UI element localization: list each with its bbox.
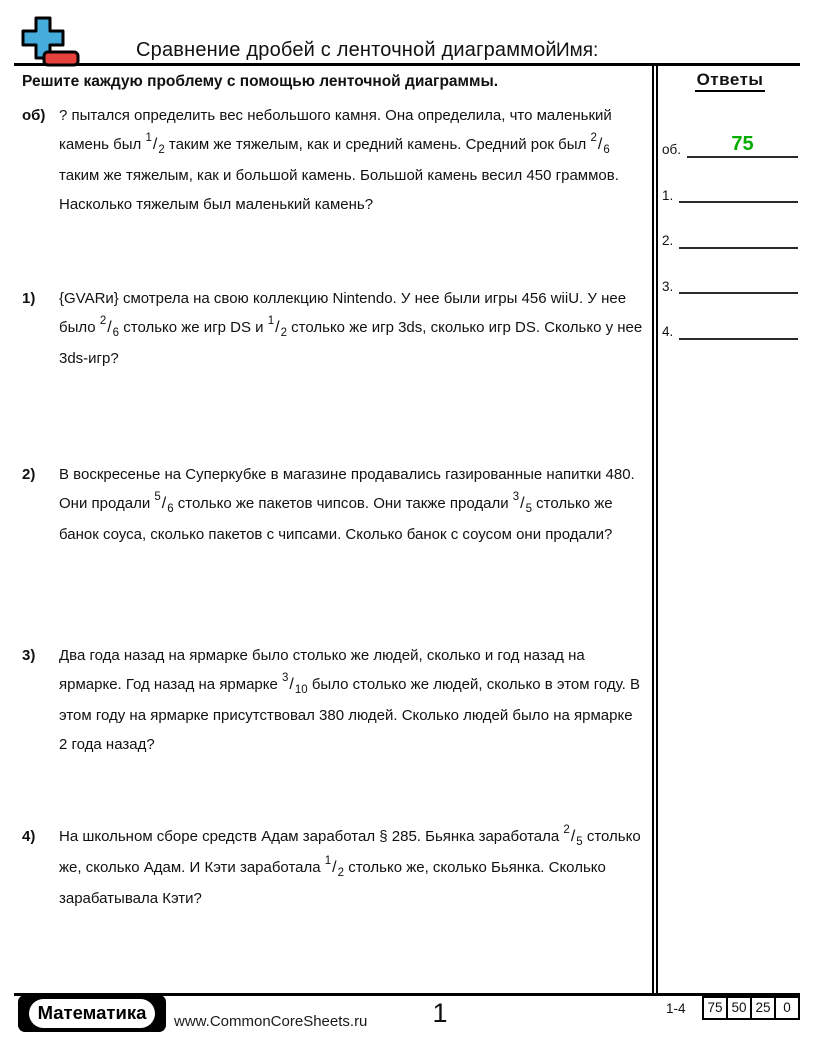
fraction-slash: / xyxy=(520,495,525,512)
answer-row xyxy=(662,294,798,340)
fraction-slash: / xyxy=(161,495,167,512)
fraction-denominator: 10 xyxy=(294,684,308,696)
problem-text: На школьном сборе средств Адам заработал § 285. Бьянка заработала $^2/_5$ столько же, сколько Адам. И Кэти заработала $^1/_2$ столько же, сколько Бьянка. Сколько зарабатывала Кэти? xyxy=(59,824,641,907)
fraction xyxy=(154,491,174,515)
problem-text: В воскресенье на Суперкубке в магазине продавались газированные напитки 480. Они продали $^5/_6$ столько же пакетов чипсов. Они также продали $^3/_5$ столько же банок соуса, сколько пакетов с чипсами. Сколько банок с соусом они продали? xyxy=(59,466,635,543)
fraction-denominator: 2 xyxy=(337,867,345,879)
answer-row xyxy=(662,203,798,249)
score-cell: 75 xyxy=(707,1000,723,1015)
answer-row xyxy=(662,112,798,158)
fraction xyxy=(512,491,533,515)
problem xyxy=(22,460,644,641)
fraction xyxy=(563,824,583,848)
problem-number: 3) xyxy=(22,647,36,664)
answers-panel xyxy=(662,70,798,340)
fraction-denominator: 5 xyxy=(525,503,533,515)
answer-row xyxy=(662,249,798,295)
answer-blank xyxy=(679,290,798,294)
page-number: 1 xyxy=(432,998,448,1028)
answer-label: 2. xyxy=(662,233,674,248)
fraction-numerator: 1 xyxy=(324,855,332,867)
problem xyxy=(22,284,644,460)
fraction-slash: / xyxy=(570,828,576,845)
fraction-slash: / xyxy=(332,859,337,876)
problem-number: об) xyxy=(22,107,46,124)
fraction-numerator: 1 xyxy=(267,315,275,327)
fraction-slash: / xyxy=(107,319,112,336)
problem-number: 2) xyxy=(22,466,36,483)
fraction-slash: / xyxy=(289,676,294,693)
fraction-slash: / xyxy=(152,136,158,153)
problem-number: 4) xyxy=(22,828,36,845)
fraction-numerator: 2 xyxy=(563,824,570,836)
fraction-slash: / xyxy=(597,136,603,153)
answer-label: 1. xyxy=(662,187,674,203)
fraction-denominator: 2 xyxy=(280,327,287,339)
problem-text: {GVARи} смотрела на свою коллекцию Nintendo. У нее были игры 456 wiiU. У нее было $^2/_6$ столько же игр DS и $^1/_2$ столько же игр 3ds, сколько игр DS. Сколько у нее 3ds-игр? xyxy=(59,290,643,367)
score-table xyxy=(702,996,800,1020)
answer-blank xyxy=(687,134,798,158)
problem xyxy=(22,101,644,284)
brand-logo xyxy=(18,995,166,1032)
fraction xyxy=(282,672,308,696)
fraction xyxy=(267,315,287,339)
fraction xyxy=(324,855,345,879)
fraction xyxy=(145,132,165,156)
fraction-numerator: 1 xyxy=(145,132,152,144)
fraction-numerator: 5 xyxy=(154,491,161,503)
answer-blank xyxy=(679,336,798,340)
plus-minus-logo-icon xyxy=(16,16,96,68)
answer-label: 4. xyxy=(662,324,674,339)
fraction-numerator: 3 xyxy=(512,491,520,503)
brand-logo-text: Математика xyxy=(29,999,156,1028)
fraction-numerator: 3 xyxy=(282,672,289,684)
fraction-numerator: 2 xyxy=(590,132,597,144)
problem-text: Два года назад на ярмарке было столько же людей, сколько и год назад на ярмарке. Год назад на ярмарке $^3/_{10}$ было столько же людей, сколько в этом году. В этом году на ярмарке присутствовал 380 людей. Сколько людей было на ярмарке 2 года назад? xyxy=(59,647,640,753)
fraction-denominator: 6 xyxy=(167,503,174,515)
answer-value: 75 xyxy=(731,132,754,155)
fraction-numerator: 2 xyxy=(99,315,107,327)
score-cell: 25 xyxy=(750,998,774,1018)
problem xyxy=(22,641,644,822)
answer-label: об. xyxy=(662,142,681,157)
fraction xyxy=(99,315,120,339)
score-range-label: 1-4 xyxy=(666,1001,686,1016)
page-title: Сравнение дробей с ленточной диаграммой xyxy=(136,39,557,61)
problem xyxy=(22,822,644,982)
answers-title xyxy=(662,70,798,90)
name-label: Имя: xyxy=(556,40,599,61)
answers-title-text: Ответы xyxy=(695,70,766,92)
answers-list xyxy=(662,112,798,340)
fraction-denominator: 6 xyxy=(112,327,120,339)
problem-text: ? пытался определить вес небольшого камня. Она определила, что маленький камень был $^1/_2$ таким же тяжелым, как и средний камень. Средний рок был $^2/_6$ таким же тяжелым, как и большой камень. Большой камень весил 450 граммов. Насколько тяжелым был маленький камень? xyxy=(59,107,619,213)
website-url: www.CommonCoreSheets.ru xyxy=(174,1013,368,1030)
fraction-denominator: 5 xyxy=(576,836,583,848)
fraction xyxy=(590,132,610,156)
fraction-denominator: 2 xyxy=(158,144,165,156)
instruction-text: Решите каждую проблему с помощью ленточной диаграммы. xyxy=(22,73,499,90)
score-cell: 0 xyxy=(774,998,798,1018)
column-divider xyxy=(652,64,658,994)
score-cell: 50 xyxy=(726,998,750,1018)
header-rule xyxy=(14,63,800,66)
answer-blank xyxy=(679,245,798,249)
fraction-denominator: 6 xyxy=(603,144,610,156)
fraction-slash: / xyxy=(275,319,280,336)
problem-number: 1) xyxy=(22,290,36,307)
problems-list xyxy=(22,101,644,982)
answer-label: 3. xyxy=(662,278,674,294)
answer-blank xyxy=(679,199,798,203)
answer-row xyxy=(662,158,798,204)
